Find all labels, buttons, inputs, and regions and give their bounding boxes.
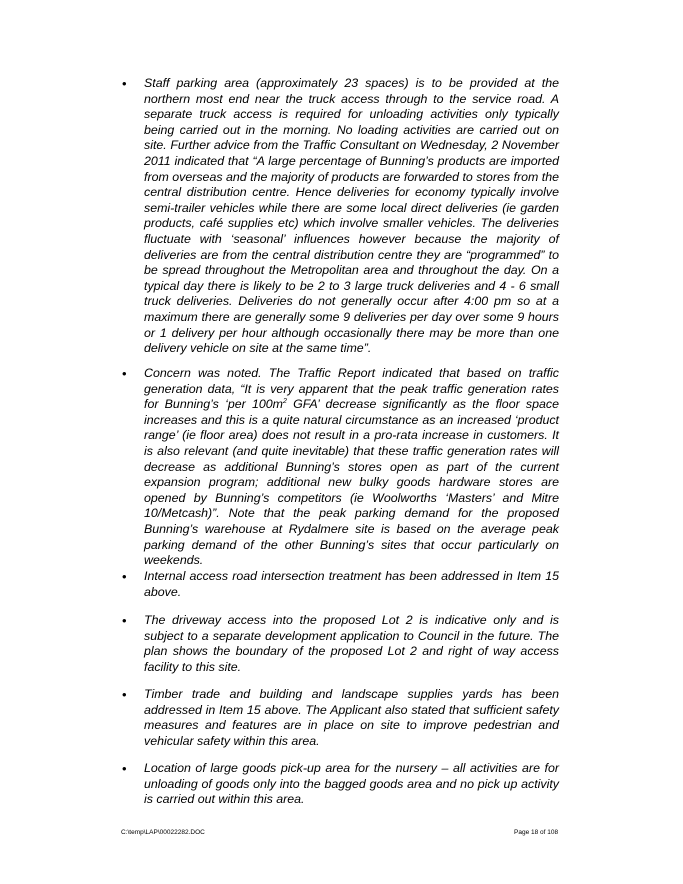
footer-file-path: C:\temp\LAP\00022282.DOC [121, 829, 205, 836]
bullet-item-timber-trade [122, 687, 559, 749]
bullet-text: Location of large goods pick-up area for the nursery – all activities are for unloading of goods only into the bagged goods area and no pick up activity is carried out within this area. [144, 761, 559, 807]
bullet-marker: • [122, 761, 127, 776]
bullet-text: Staff parking area (approximately 23 spaces) is to be provided at the northern most end near the truck access through to the service road. A separate truck access is required for unloading activities only typically being carried out in the morning. No loading activities are carried out on site. Further advice from the Traffic Consultant on Wednesday, 2 November 2011 indicated that “A large percentage of Bunning’s products are imported from overseas and the majority of products are forwarded to stores from the central distribution centre. Hence deliveries for economy typically involve semi-trailer vehicles while there are some local direct deliveries (ie garden products, café supplies etc) which involve smaller vehicles. The deliveries fluctuate with ‘seasonal’ influences however because the majority of deliveries are from the central distribution centre they are “programmed” to be spread throughout the Metropolitan area and throughout the day. On a typical day there is likely to be 2 to 3 large truck deliveries and 4 - 6 small truck deliveries. Deliveries do not generally occur after 4:00 pm so at a maximum there are generally some 9 deliveries per day over some 9 hours or 1 delivery per hour although occasionally there may be more than one delivery vehicle on site at the same time”. [144, 76, 559, 356]
bullet-item-traffic-generation [122, 366, 559, 569]
bullet-item-driveway-access [122, 613, 559, 675]
superscript: 2 [282, 398, 287, 406]
bullet-text: The driveway access into the proposed Lot 2 is indicative only and is subject to a separate development application to Council in the future. The plan shows the boundary of the proposed Lot 2 and right of way access facility to this site. [144, 613, 559, 674]
bullet-marker: • [122, 366, 127, 381]
bullet-item-staff-parking [122, 76, 559, 357]
bullet-item-goods-pickup [122, 761, 559, 808]
bullet-text: Internal access road intersection treatment has been addressed in Item 15 above. [144, 569, 559, 599]
bullet-text: Timber trade and building and landscape supplies yards has been addressed in Item 15 above. The Applicant also stated that sufficient safety measures and features are in place on site to improve pedestrian and vehicular safety within this area. [144, 687, 559, 748]
bullet-marker: • [122, 613, 127, 628]
bullet-text [144, 366, 559, 569]
bullet-marker: • [122, 569, 127, 584]
bullet-item-intersection [122, 569, 559, 600]
bullet-text-part: GFA’ decrease significantly as the floor space increases and this is a quite natural circumstance as an increased ‘product range’ (ie floor area) does not result in a pro-rata increase in customers. It is also relevant (and quite inevitable) that these traffic generation rates will decrease as additional Bunning’s stores open as part of the current expansion program; additional new bulky goods hardware stores are opened by Bunning’s competitors (ie Woolworths ‘Masters’ and Mitre 10/Metcash)”. Note that the peak parking demand for the proposed Bunning’s warehouse at Rydalmere site is based on the average peak parking demand of the other Bunning’s sites that occur particularly on weekends. [144, 397, 559, 568]
bullet-marker: • [122, 687, 127, 702]
footer-page-number: Page 18 of 108 [514, 829, 559, 836]
bullet-marker: • [122, 76, 127, 91]
bullet-text-part: Concern was noted. The Traffic Report indicated that based on traffic generation data, “It is very apparent that the peak traffic generation rates for Bunning’s ‘per 100m [144, 366, 559, 412]
